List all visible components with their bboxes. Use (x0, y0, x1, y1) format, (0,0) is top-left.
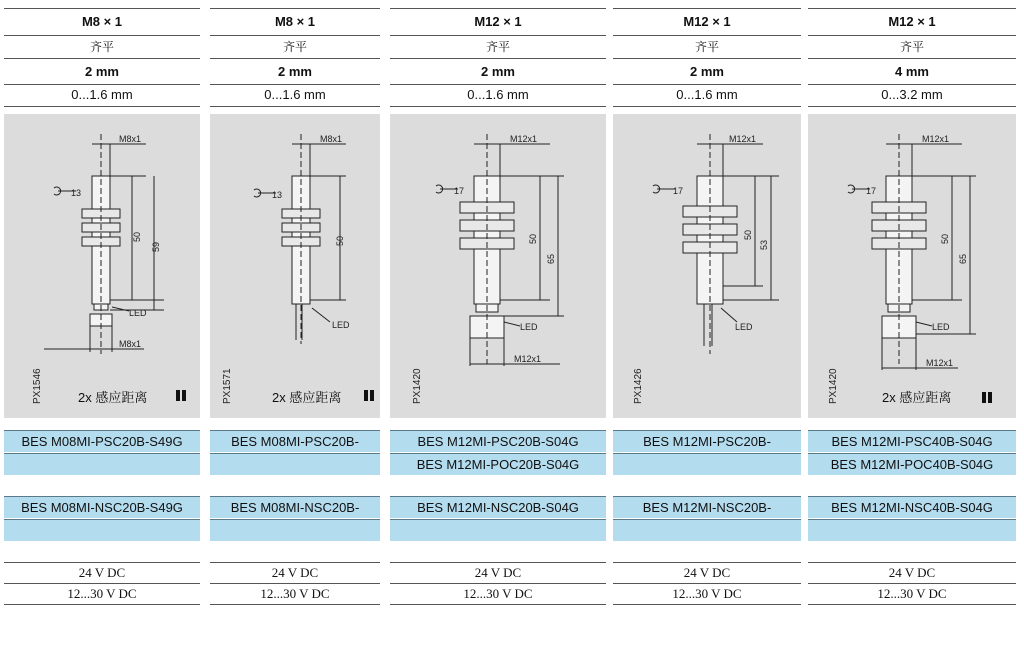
wrench-size-label: 17 (454, 186, 465, 196)
length-dimension-a: 50 (743, 229, 753, 240)
led-label: LED (932, 322, 950, 332)
model-number-pnp-2 (4, 453, 200, 475)
led-label: LED (520, 322, 538, 332)
length-dimension-b: 65 (958, 253, 968, 264)
thread-dimension-label: M12x1 (510, 134, 538, 144)
length-dimension-a: 50 (940, 233, 950, 244)
voltage-range: 12...30 V DC (4, 584, 200, 605)
thread-size: M12 × 1 (390, 8, 606, 36)
dimension-drawing (808, 114, 1016, 418)
voltage-range: 12...30 V DC (390, 584, 606, 605)
mounting-symbol-icon (176, 390, 180, 401)
length-dimension-b: 59 (151, 241, 161, 252)
rated-voltage: 24 V DC (4, 562, 200, 584)
drawing-id: PX1571 (222, 368, 233, 404)
led-label: LED (735, 322, 753, 332)
model-number-npn-2 (4, 519, 200, 541)
model-number-pnp-2 (613, 453, 801, 475)
operating-range: 0...1.6 mm (613, 84, 801, 107)
sensing-distance: 4 mm (808, 60, 1016, 85)
length-dimension-a: 50 (528, 233, 538, 244)
mounting-symbol-icon (988, 392, 992, 403)
mounting-type: 齐平 (4, 36, 200, 59)
drawing-id: PX1546 (32, 368, 43, 404)
model-number-pnp-1[interactable]: BES M08MI-PSC20B- (210, 430, 380, 452)
double-range-note: 2x 感应距离 (78, 390, 148, 405)
model-number-npn-2 (390, 519, 606, 541)
thread-dimension-label: M8x1 (119, 134, 142, 144)
model-number-pnp-2[interactable]: BES M12MI-POC40B-S04G (808, 453, 1016, 475)
rated-voltage: 24 V DC (390, 562, 606, 584)
sensing-distance: 2 mm (390, 60, 606, 85)
double-range-note: 2x 感应距离 (272, 390, 342, 405)
mounting-symbol-icon (182, 390, 186, 401)
voltage-range: 12...30 V DC (613, 584, 801, 605)
mounting-symbol-icon (364, 390, 368, 401)
dimension-drawing (4, 114, 200, 418)
model-number-pnp-2 (210, 453, 380, 475)
model-number-npn-1[interactable]: BES M12MI-NSC40B-S04G (808, 496, 1016, 518)
length-dimension-b: 53 (759, 239, 769, 250)
mounting-type: 齐平 (210, 36, 380, 59)
thread-dimension-label: M8x1 (320, 134, 343, 144)
drawing-id: PX1420 (828, 368, 839, 404)
drawing-id: PX1426 (633, 368, 644, 404)
thread-size: M8 × 1 (210, 8, 380, 36)
operating-range: 0...3.2 mm (808, 84, 1016, 107)
wrench-size-label: 17 (866, 186, 877, 196)
model-number-pnp-2[interactable]: BES M12MI-POC20B-S04G (390, 453, 606, 475)
model-number-npn-2 (613, 519, 801, 541)
length-dimension-b: 65 (546, 253, 556, 264)
connector-thread-label: M12x1 (514, 354, 542, 364)
sensing-distance: 2 mm (210, 60, 380, 85)
dimension-drawing (210, 114, 380, 418)
wrench-size-label: 13 (71, 188, 82, 198)
model-number-pnp-1[interactable]: BES M12MI-PSC20B- (613, 430, 801, 452)
model-number-npn-1[interactable]: BES M08MI-NSC20B-S49G (4, 496, 200, 518)
mounting-type: 齐平 (613, 36, 801, 59)
double-range-note: 2x 感应距离 (882, 390, 952, 405)
sensor-drawing-m12-connector (808, 114, 1016, 418)
sensing-distance: 2 mm (4, 60, 200, 85)
led-label: LED (129, 308, 147, 318)
wrench-size-label: 17 (673, 186, 684, 196)
model-number-pnp-1[interactable]: BES M12MI-PSC40B-S04G (808, 430, 1016, 452)
operating-range: 0...1.6 mm (4, 84, 200, 107)
rated-voltage: 24 V DC (210, 562, 380, 584)
mounting-symbol-icon (982, 392, 986, 403)
thread-size: M8 × 1 (4, 8, 200, 36)
mounting-type: 齐平 (808, 36, 1016, 59)
mounting-symbol-icon (370, 390, 374, 401)
model-number-npn-2 (808, 519, 1016, 541)
connector-thread-label: M12x1 (926, 358, 954, 368)
dimension-drawing (613, 114, 801, 418)
model-number-npn-2 (210, 519, 380, 541)
drawing-id: PX1420 (412, 368, 423, 404)
thread-size: M12 × 1 (808, 8, 1016, 36)
model-number-pnp-1[interactable]: BES M08MI-PSC20B-S49G (4, 430, 200, 452)
led-label: LED (332, 320, 350, 330)
length-dimension-a: 50 (335, 235, 345, 246)
length-dimension-a: 50 (132, 231, 142, 242)
mounting-type: 齐平 (390, 36, 606, 59)
sensor-drawing-m8-cable (210, 114, 380, 418)
voltage-range: 12...30 V DC (808, 584, 1016, 605)
thread-size: M12 × 1 (613, 8, 801, 36)
operating-range: 0...1.6 mm (390, 84, 606, 107)
model-number-npn-1[interactable]: BES M08MI-NSC20B- (210, 496, 380, 518)
voltage-range: 12...30 V DC (210, 584, 380, 605)
rated-voltage: 24 V DC (808, 562, 1016, 584)
rated-voltage: 24 V DC (613, 562, 801, 584)
model-number-npn-1[interactable]: BES M12MI-NSC20B- (613, 496, 801, 518)
thread-dimension-label: M12x1 (729, 134, 757, 144)
thread-dimension-label: M12x1 (922, 134, 950, 144)
model-number-npn-1[interactable]: BES M12MI-NSC20B-S04G (390, 496, 606, 518)
model-number-pnp-1[interactable]: BES M12MI-PSC20B-S04G (390, 430, 606, 452)
operating-range: 0...1.6 mm (210, 84, 380, 107)
wrench-size-label: 13 (272, 190, 283, 200)
connector-thread-label: M8x1 (119, 339, 142, 349)
dimension-drawing (390, 114, 606, 418)
sensing-distance: 2 mm (613, 60, 801, 85)
